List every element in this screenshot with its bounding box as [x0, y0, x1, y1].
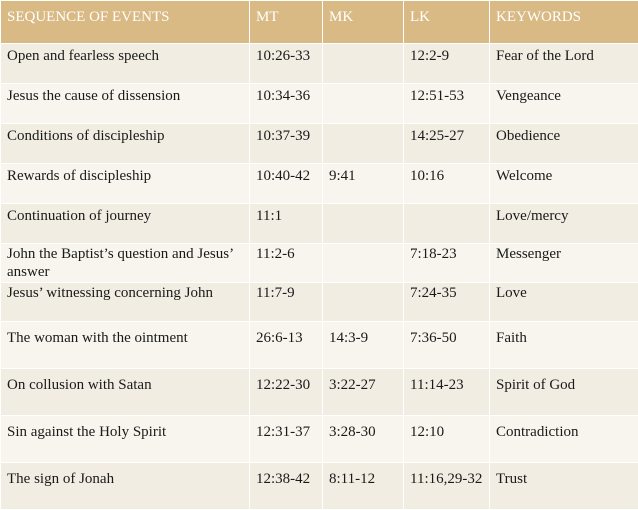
cell-mk: 3:28-30: [323, 416, 404, 463]
cell-mt: 10:40-42: [250, 164, 323, 204]
table-row: [1, 322, 638, 369]
cell-mk: [323, 244, 404, 283]
cell-lk: 11:14-23: [404, 369, 490, 416]
cell-keyword: Vengeance: [490, 84, 638, 124]
cell-event: Jesus the cause of dissension: [1, 84, 250, 124]
table-row: [1, 124, 638, 164]
cell-lk: 12:51-53: [404, 84, 490, 124]
cell-lk: 7:24-35: [404, 283, 490, 322]
cell-event: Open and fearless speech: [1, 44, 250, 84]
cell-event: The woman with the ointment: [1, 322, 250, 369]
cell-mt: 12:22-30: [250, 369, 323, 416]
cell-mt: 10:37-39: [250, 124, 323, 164]
header-mt: MT: [250, 1, 323, 44]
header-lk: LK: [404, 1, 490, 44]
cell-mt: 26:6-13: [250, 322, 323, 369]
table-header-row: [1, 1, 638, 44]
table-row: [1, 204, 638, 244]
cell-mk: [323, 44, 404, 84]
cell-mt: 10:34-36: [250, 84, 323, 124]
cell-mt: 11:1: [250, 204, 323, 244]
cell-event: Continuation of journey: [1, 204, 250, 244]
cell-event: John the Baptist’s question and Jesus’ answer: [1, 244, 250, 283]
cell-mk: [323, 124, 404, 164]
header-keywords: KEYWORDS: [490, 1, 638, 44]
cell-mk: 14:3-9: [323, 322, 404, 369]
header-mk: MK: [323, 1, 404, 44]
cell-event: Rewards of discipleship: [1, 164, 250, 204]
cell-event: Sin against the Holy Spirit: [1, 416, 250, 463]
header-sequence: SEQUENCE OF EVENTS: [1, 1, 250, 44]
cell-mt: 12:38-42: [250, 463, 323, 510]
cell-lk: 12:10: [404, 416, 490, 463]
cell-lk: 11:16,29-32: [404, 463, 490, 510]
cell-lk: 12:2-9: [404, 44, 490, 84]
cell-mk: [323, 204, 404, 244]
cell-mt: 11:2-6: [250, 244, 323, 283]
table-row: [1, 164, 638, 204]
cell-mt: 11:7-9: [250, 283, 323, 322]
table-row: [1, 244, 638, 283]
cell-keyword: Love: [490, 283, 638, 322]
cell-lk: 10:16: [404, 164, 490, 204]
cell-keyword: Obedience: [490, 124, 638, 164]
cell-lk: 7:36-50: [404, 322, 490, 369]
cell-keyword: Faith: [490, 322, 638, 369]
table-row: [1, 44, 638, 84]
cell-lk: [404, 204, 490, 244]
cell-lk: 14:25-27: [404, 124, 490, 164]
table-row: [1, 369, 638, 416]
cell-mk: [323, 283, 404, 322]
cell-keyword: Spirit of God: [490, 369, 638, 416]
cell-mt: 12:31-37: [250, 416, 323, 463]
cell-mk: 8:11-12: [323, 463, 404, 510]
cell-mk: 3:22-27: [323, 369, 404, 416]
cell-mt: 10:26-33: [250, 44, 323, 84]
cell-mk: 9:41: [323, 164, 404, 204]
cell-event: Jesus’ witnessing concerning John: [1, 283, 250, 322]
cell-keyword: Welcome: [490, 164, 638, 204]
table-row: [1, 463, 638, 510]
table-row: [1, 416, 638, 463]
table-row: [1, 84, 638, 124]
table-row: [1, 283, 638, 322]
cell-keyword: Love/mercy: [490, 204, 638, 244]
cell-event: Conditions of discipleship: [1, 124, 250, 164]
cell-keyword: Contradiction: [490, 416, 638, 463]
cell-keyword: Messenger: [490, 244, 638, 283]
cell-keyword: Fear of the Lord: [490, 44, 638, 84]
cell-mk: [323, 84, 404, 124]
cell-event: On collusion with Satan: [1, 369, 250, 416]
cell-lk: 7:18-23: [404, 244, 490, 283]
cell-keyword: Trust: [490, 463, 638, 510]
cell-event: The sign of Jonah: [1, 463, 250, 510]
